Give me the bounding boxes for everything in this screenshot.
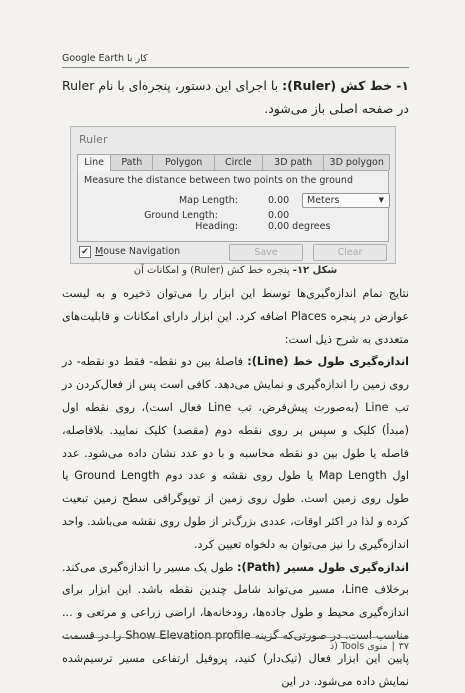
ruler-dialog (70, 126, 396, 264)
page-number: ۳۷ (398, 641, 409, 652)
mouse-navigation-label (95, 246, 180, 257)
heading-value: 0.00 degrees (268, 221, 331, 232)
caption-text: پنجره خط کش (Ruler) و امکانات آن (133, 265, 293, 276)
path-measure-heading: اندازه‌گیری طول مسیر (Path): (237, 560, 409, 574)
dialog-footer (77, 244, 389, 260)
clear-button[interactable]: Clear (313, 244, 387, 261)
ruler-tabs (77, 154, 389, 171)
page-footer (62, 637, 409, 652)
footer-section: منوی Tools (د (329, 641, 388, 652)
dialog-title: Ruler (79, 133, 108, 146)
mouse-navigation-mnemonic: M (95, 246, 104, 257)
chevron-down-icon: ▼ (378, 196, 384, 204)
ground-length-label: Ground Length: (144, 210, 218, 221)
unit-select[interactable] (302, 193, 390, 208)
measure-description: Measure the distance between two points on the ground (84, 175, 353, 186)
item-text: با اجرای این دستور، پنجره‌ای با نام Ruler در صفحه اصلی باز می‌شود. (62, 78, 409, 116)
paragraph-intro: نتایج تمام اندازه‌گیری‌ها توسط این ابزار را می‌توان ذخیره و به لیست عوارض در پنجره Places اضافه کرد. این ابزار دارای امکانات و قابلیت‌های متعددی به شرح ذیل است: (62, 287, 409, 346)
paragraph-path (62, 557, 409, 693)
mouse-navigation-text: ouse Navigation (103, 246, 181, 257)
footer-separator: | (391, 641, 395, 652)
ground-length-value: 0.00 (268, 210, 290, 221)
heading-label: Heading: (195, 221, 238, 232)
mouse-navigation-checkbox[interactable]: ✔ (79, 246, 91, 258)
caption-label: شکل ۱۲- (292, 265, 338, 276)
body-text (62, 283, 409, 693)
tab-path[interactable]: Path (110, 154, 153, 170)
tab-3d-path[interactable]: 3D path (262, 154, 325, 170)
item-title: خط کش (Ruler): (282, 78, 393, 93)
unit-select-value: Meters (307, 195, 340, 206)
item-number: ۱- (396, 78, 410, 93)
tab-polygon[interactable]: Polygon (152, 154, 215, 170)
paragraph-line (62, 351, 409, 556)
tab-3d-polygon[interactable]: 3D polygon (323, 154, 390, 170)
tab-line[interactable]: Line (77, 154, 111, 171)
map-length-label: Map Length: (178, 195, 238, 206)
save-button[interactable]: Save (229, 244, 303, 261)
line-measure-text: فاصلهٔ بین دو نقطه- فقط دو نقطه- در روی زمین را اندازه‌گیری و نمایش می‌دهد. کافی است پس از فعال‌کردن در تب Line (به‌صورت پیش‌فرض، تب Line فعال است)، روی نقطه اول (مبدأ) کلیک و سپس بر روی نقطه دوم (مقصد) کلیک نمایید. بلافاصله، فاصله یا طول بین دو نقطه محاسبه و با دو عدد نشان داده می‌شود. عدد اول Map Length یا طول روی نقشه و عدد دوم Ground Length یا طول روی زمین است. طول روی زمین از توپوگرافی سطح زمین تبعیت کرده و لذا در اکثر اوقات، عددی بزرگ‌تر از طول روی نقشه می‌باشد. واحد اندازه‌گیری را نیز می‌توان به دلخواه تعیین کرد. (62, 355, 409, 551)
tab-circle[interactable]: Circle (214, 154, 263, 170)
path-measure-text: طول یک مسیر را اندازه‌گیری می‌کند. برخلاف Line، مسیر می‌تواند شامل چندین نقطه باشد. این ابزار برای اندازه‌گیری محیط و طول جاده‌ها، رودخانه‌ها، اراضی زراعی و مرتعی و ... مناسب است. در صورتی‌که گزینه Show Elevation profile را در قسمت پایین این ابزار فعال (تیک‌دار) کنید، پروفیل ارتفاعی مسیر ترسیم‌شده نمایش داده می‌شود. در این (62, 560, 410, 688)
figure-caption (62, 265, 409, 276)
map-length-value: 0.00 (268, 195, 290, 206)
running-header: Google Earth کار با (62, 53, 409, 68)
ruler-panel (77, 171, 389, 242)
item-heading (62, 74, 409, 120)
line-measure-heading: اندازه‌گیری طول خط (Line): (247, 355, 409, 369)
